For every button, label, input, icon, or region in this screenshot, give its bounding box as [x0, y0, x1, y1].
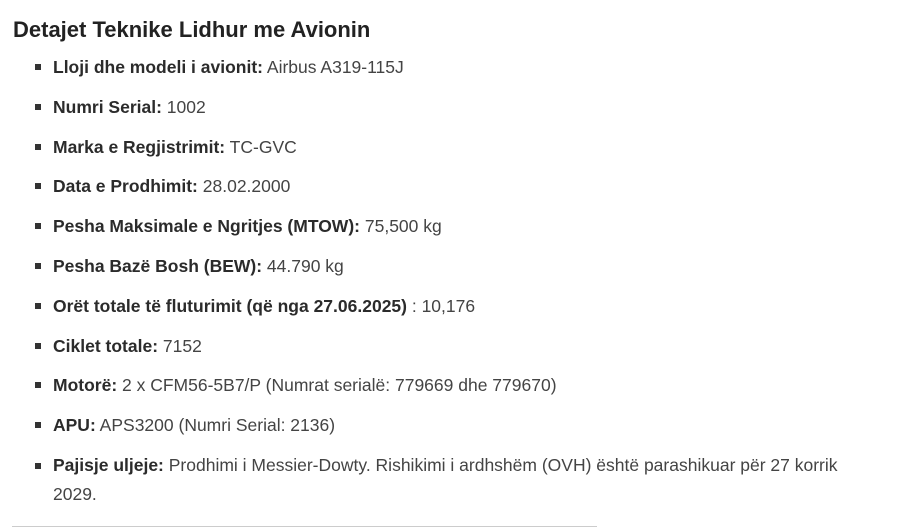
square-bullet-icon [35, 422, 41, 428]
square-bullet-icon [35, 144, 41, 150]
spec-value: 2 x CFM56-5B7/P (Numrat serialë: 779669 dhe 779670) [117, 375, 557, 396]
spec-label: Pajisje uljeje: [53, 454, 164, 475]
spec-value: Airbus A319-115J [263, 57, 404, 77]
square-bullet-icon [35, 223, 41, 229]
spec-value: APS3200 (Numri Serial: 2136) [95, 415, 336, 436]
spec-item-serial-number [35, 94, 890, 120]
spec-item-apu [35, 412, 890, 438]
square-bullet-icon [35, 382, 41, 388]
spec-label: Ciklet totale: [53, 335, 159, 356]
spec-item-mtow [35, 213, 890, 239]
spec-item-flight-hours [35, 293, 890, 319]
square-bullet-icon [35, 343, 41, 349]
spec-value: Prodhimi i Messier-Dowty. Rishikimi i ardhshëm (OVH) është parashikuar për 27 korrik 2029. [53, 454, 838, 504]
spec-value: 28.02.2000 [197, 176, 291, 197]
spec-item-manufacture-date [35, 173, 890, 199]
spec-label: Marka e Regjistrimit: [53, 136, 226, 157]
spec-label: Data e Prodhimit: [53, 176, 198, 197]
spec-item-engines [35, 372, 890, 398]
spec-item-registration [35, 134, 890, 160]
square-bullet-icon [35, 463, 41, 469]
spec-label: Numri Serial: [53, 96, 162, 117]
spec-value: 75,500 kg [360, 216, 442, 237]
spec-value: TC-GVC [225, 136, 297, 157]
square-bullet-icon [35, 104, 41, 110]
spec-value: 44.790 kg [262, 255, 344, 276]
square-bullet-icon [35, 303, 41, 309]
spec-list [35, 54, 890, 523]
spec-label: Pesha Bazë Bosh (BEW): [53, 255, 263, 276]
spec-item-landing-gear [35, 451, 883, 509]
spec-label: Lloji dhe modeli i avionit: [53, 57, 264, 77]
spec-value: : 10,176 [406, 295, 476, 316]
spec-label: Orët totale të fluturimit (që nga 27.06.2025) [53, 295, 407, 316]
square-bullet-icon [35, 263, 41, 269]
spec-item-bew [35, 253, 890, 279]
spec-item-total-cycles [35, 333, 890, 359]
spec-value: 1002 [161, 96, 206, 117]
square-bullet-icon [35, 64, 41, 70]
spec-label: APU: [53, 415, 96, 436]
spec-item-aircraft-type [35, 54, 890, 80]
spec-value: 7152 [158, 335, 202, 356]
square-bullet-icon [35, 183, 41, 189]
spec-label: Pesha Maksimale e Ngritjes (MTOW): [53, 216, 360, 237]
section-title: Detajet Teknike Lidhur me Avionin [13, 17, 371, 42]
bottom-divider [12, 526, 597, 527]
spec-label: Motorë: [53, 375, 118, 396]
